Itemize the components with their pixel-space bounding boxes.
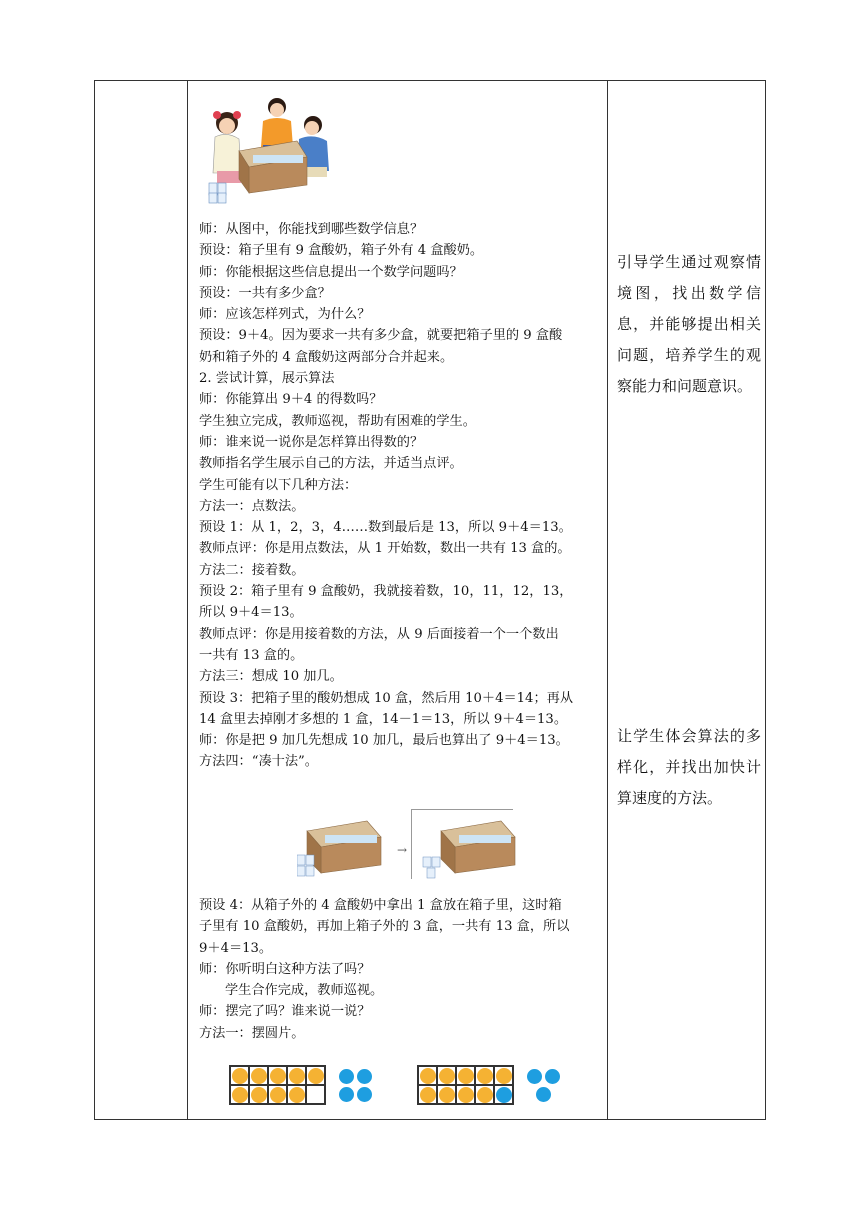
frame-cell	[494, 1085, 513, 1104]
counter	[458, 1087, 474, 1103]
text-line: 师：谁来说一说你是怎样算出得数的？	[199, 434, 424, 450]
text-line: 学生可能有以下几种方法：	[199, 477, 358, 493]
text-line: 教师点评：你是用接着数的方法，从 9 后面接着一个一个数出	[199, 626, 559, 642]
side-note-2	[617, 721, 761, 814]
text-line: 预设：9＋4。因为要求一共有多少盒，就要把箱子里的 9 盒酸	[199, 328, 563, 344]
counter	[420, 1087, 436, 1103]
counter	[251, 1068, 267, 1084]
frame-cell	[306, 1085, 325, 1104]
frame-cell	[475, 1085, 494, 1104]
frame-cell	[287, 1066, 306, 1085]
text-line: 预设 1：从 1，2，3，4……数到最后是 13，所以 9＋4＝13。	[199, 520, 572, 536]
text-line: 师：你听明白这种方法了吗？	[199, 961, 371, 977]
yogurt-box-after-illustration	[421, 811, 531, 881]
counter	[232, 1087, 248, 1103]
loose-counter	[536, 1087, 551, 1102]
text-line: 子里有 10 盒酸奶，再加上箱子外的 3 盒，一共有 13 盒，所以	[199, 919, 570, 935]
counter	[439, 1068, 455, 1084]
text-line: 师：你是把 9 加几先想成 10 加几，最后也算出了 9＋4＝13。	[199, 733, 569, 749]
text-line: 师：从图中，你能找到哪些数学信息？	[199, 222, 424, 237]
frame-cell	[249, 1085, 268, 1104]
frame-cell	[230, 1066, 249, 1085]
frame-cell	[249, 1066, 268, 1085]
text-line: 预设：箱子里有 9 盒酸奶，箱子外有 4 盒酸奶。	[199, 243, 484, 259]
loose-counter	[545, 1069, 560, 1084]
loose-counter	[339, 1087, 354, 1102]
side-note-2-text: 让学生体会算法的多样化，并找出加快计算速度的方法。	[617, 727, 761, 807]
text-line: 学生独立完成，教师巡视，帮助有困难的学生。	[199, 413, 476, 429]
text-line: 预设 2：箱子里有 9 盒酸奶，我就接着数，10，11，12，13，	[199, 584, 573, 600]
lesson-table	[94, 80, 766, 1120]
frame-cell	[287, 1085, 306, 1104]
text-line: 师：你能算出 9＋4 的得数吗？	[199, 392, 383, 408]
text-line: 师：摆完了吗？谁来说一说？	[199, 1004, 371, 1020]
frame-cell	[437, 1066, 456, 1085]
counter	[289, 1087, 305, 1103]
frame-cell	[456, 1085, 475, 1104]
yogurt-box-before-illustration	[297, 811, 407, 881]
counter	[270, 1068, 286, 1084]
frame-cell	[306, 1066, 325, 1085]
text-line: 学生合作完成，教师巡视。	[225, 983, 384, 999]
counter	[308, 1068, 324, 1084]
text-line: 14 盒里去掉刚才多想的 1 盒，14－1＝13，所以 9＋4＝13。	[199, 711, 568, 727]
text-line: 方法三：想成 10 加几。	[199, 669, 343, 685]
frame-cell	[418, 1066, 437, 1085]
text-line: 所以 9＋4＝13。	[199, 605, 303, 621]
counter	[477, 1068, 493, 1084]
frame-cell	[437, 1085, 456, 1104]
figure-frame	[411, 809, 513, 810]
loose-counter	[357, 1069, 372, 1084]
counter	[439, 1087, 455, 1103]
children-yogurt-illustration	[205, 93, 335, 205]
text-line: 预设 3：把箱子里的酸奶想成 10 盒，然后用 10＋4＝14；再从	[199, 690, 574, 706]
loose-counter	[527, 1069, 542, 1084]
ten-frame-left	[229, 1065, 326, 1105]
text-line: 9＋4＝13。	[199, 940, 273, 956]
text-line: 预设 4：从箱子外的 4 盒酸奶中拿出 1 盒放在箱子里，这时箱	[199, 898, 562, 913]
counter	[270, 1087, 286, 1103]
text-line: 奶和箱子外的 4 盒酸奶这两部分合并起来。	[199, 349, 454, 365]
text-line: 预设：一共有多少盒？	[199, 285, 331, 301]
arrow-right-icon: →	[397, 843, 408, 857]
text-line: 师：你能根据这些信息提出一个数学问题吗？	[199, 264, 463, 280]
counter	[420, 1068, 436, 1084]
figure-frame	[411, 809, 412, 879]
column-divider	[187, 81, 188, 1119]
text-line: 一共有 13 盒的。	[199, 647, 304, 663]
side-note-1-text: 引导学生通过观察情境图，找出数学信息，并能够提出相关问题，培养学生的观察能力和问题意识。	[617, 253, 761, 395]
text-line: 教师点评：你是用点数法，从 1 开始数，数出一共有 13 盒的。	[199, 541, 571, 557]
counter	[458, 1068, 474, 1084]
text-line: 教师指名学生展示自己的方法，并适当点评。	[199, 456, 463, 472]
text-line: 师：应该怎样列式，为什么？	[199, 307, 371, 323]
frame-cell	[268, 1066, 287, 1085]
frame-cell	[268, 1085, 287, 1104]
frame-cell	[494, 1066, 513, 1085]
text-line: 方法一：点数法。	[199, 498, 305, 514]
counter	[232, 1068, 248, 1084]
column-divider	[607, 81, 608, 1119]
frame-cell	[456, 1066, 475, 1085]
loose-counter	[339, 1069, 354, 1084]
text-line: 方法二：接着数。	[199, 562, 305, 578]
counter	[251, 1087, 267, 1103]
main-text-block-1	[199, 219, 601, 773]
frame-cell	[230, 1085, 249, 1104]
counter	[496, 1068, 512, 1084]
counter	[289, 1068, 305, 1084]
ten-frame-right	[417, 1065, 514, 1105]
loose-counter	[357, 1087, 372, 1102]
text-line: 方法四：“凑十法”。	[199, 754, 318, 770]
counter	[496, 1087, 512, 1103]
counter	[477, 1087, 493, 1103]
frame-cell	[475, 1066, 494, 1085]
text-line: 方法一：摆圆片。	[199, 1025, 305, 1041]
main-text-block-2	[199, 895, 601, 1044]
text-line: 2. 尝试计算，展示算法	[199, 371, 335, 387]
frame-cell	[418, 1085, 437, 1104]
side-note-1	[617, 247, 761, 402]
